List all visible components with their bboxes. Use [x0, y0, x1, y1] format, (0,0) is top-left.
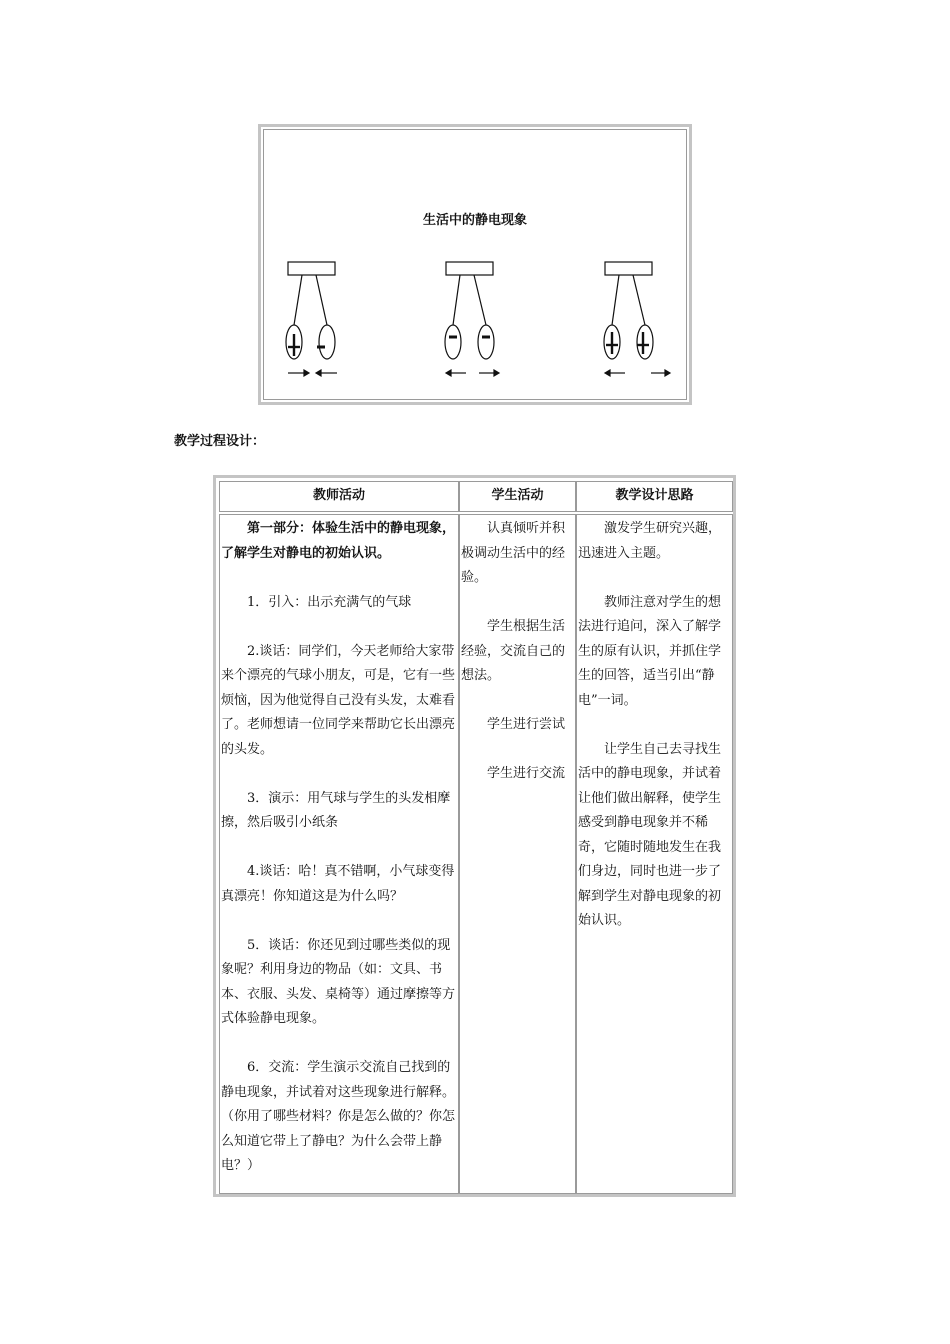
charge-1-left [288, 334, 300, 356]
arrow-3-right [651, 370, 670, 376]
arrow-1-right [316, 370, 337, 376]
teacher-step: 2.谈话：同学们，今天老师给大家带来个漂亮的气球小朋友，可是，它有一些烦恼，因为他觉得自己没有头发，太难看了。老师想请一位同学来帮助它长出漂亮的头发。 [221, 643, 456, 757]
teacher-step: 1．引入：出示充满气的气球 [247, 594, 412, 610]
student-activity-cell [459, 514, 576, 1194]
student-step: 学生进行尝试 [487, 717, 566, 732]
teacher-step: 6．交流：学生演示交流自己找到的静电现象，并试着对这些现象进行解释。（你用了哪些材料？你是怎么做的？你怎么知道它带上了静电？为什么会带上静电？） [221, 1060, 456, 1173]
support-bar-3 [605, 262, 652, 275]
ball-3-right [637, 325, 653, 359]
figure-title: 生活中的静电现象 [422, 213, 527, 228]
charge-3-left [606, 332, 618, 354]
ball-2-left [445, 325, 461, 359]
teacher-step: 4.谈话：哈！真不错啊，小气球变得真漂亮！你知道这是为什么吗？ [221, 864, 455, 904]
design-note: 让学生自己去寻找生活中的静电现象，并试着让他们做出解释，使学生感受到静电现象并不稀奇，它随时随地发生在我们身边，同时也进一步了解到学生对静电现象的初始认识。 [578, 741, 722, 928]
header-teacher-activity: 教师活动 [219, 481, 459, 512]
pendulum-diagram [261, 127, 689, 402]
pendulum-pair-3 [604, 262, 670, 376]
support-bar-1 [288, 262, 335, 275]
arrow-2-left [446, 370, 466, 376]
student-step: 认真倾听并积极调动生活中的经验。 [461, 521, 566, 585]
teacher-part-title: 第一部分：体验生活中的静电现象，了解学生对静电的初始认识。 [221, 521, 456, 561]
header-student-activity: 学生活动 [459, 481, 576, 512]
teacher-step: 5．谈话：你还见到过哪些类似的现象呢？利用身边的物品（如：文具、书本、衣服、头发、桌椅等）通过摩擦等方式体验静电现象。 [221, 937, 456, 1026]
header-design-rationale: 教学设计思路 [576, 481, 733, 512]
student-step: 学生进行交流 [487, 766, 566, 781]
arrow-1-left [288, 370, 309, 376]
arrow-3-left [605, 370, 625, 376]
static-electricity-figure [258, 124, 692, 405]
string-1-left [294, 275, 302, 325]
teacher-activity-cell [219, 514, 459, 1194]
student-step: 学生根据生活经验，交流自己的想法。 [461, 619, 566, 683]
pendulum-pair-1 [286, 262, 337, 376]
teaching-process-table [213, 475, 736, 1197]
design-note: 教师注意对学生的想法进行追问，深入了解学生的原有认识，并抓住学生的回答，适当引出“静电”一词。 [578, 594, 722, 708]
ball-1-right [319, 325, 335, 359]
section-heading: 教学过程设计： [174, 434, 266, 449]
string-2-right [474, 275, 486, 325]
teacher-step: 3．演示：用气球与学生的头发相摩擦，然后吸引小纸条 [221, 790, 451, 830]
string-3-right [633, 275, 645, 325]
pendulum-pair-2 [445, 262, 499, 376]
charge-3-right [637, 332, 649, 354]
string-2-left [453, 275, 460, 325]
string-3-left [612, 275, 619, 325]
string-1-right [316, 275, 327, 325]
support-bar-2 [446, 262, 493, 275]
design-note: 激发学生研究兴趣，迅速进入主题。 [578, 521, 722, 561]
ball-2-right [478, 325, 494, 359]
arrow-2-right [479, 370, 499, 376]
design-rationale-cell [576, 514, 733, 1194]
